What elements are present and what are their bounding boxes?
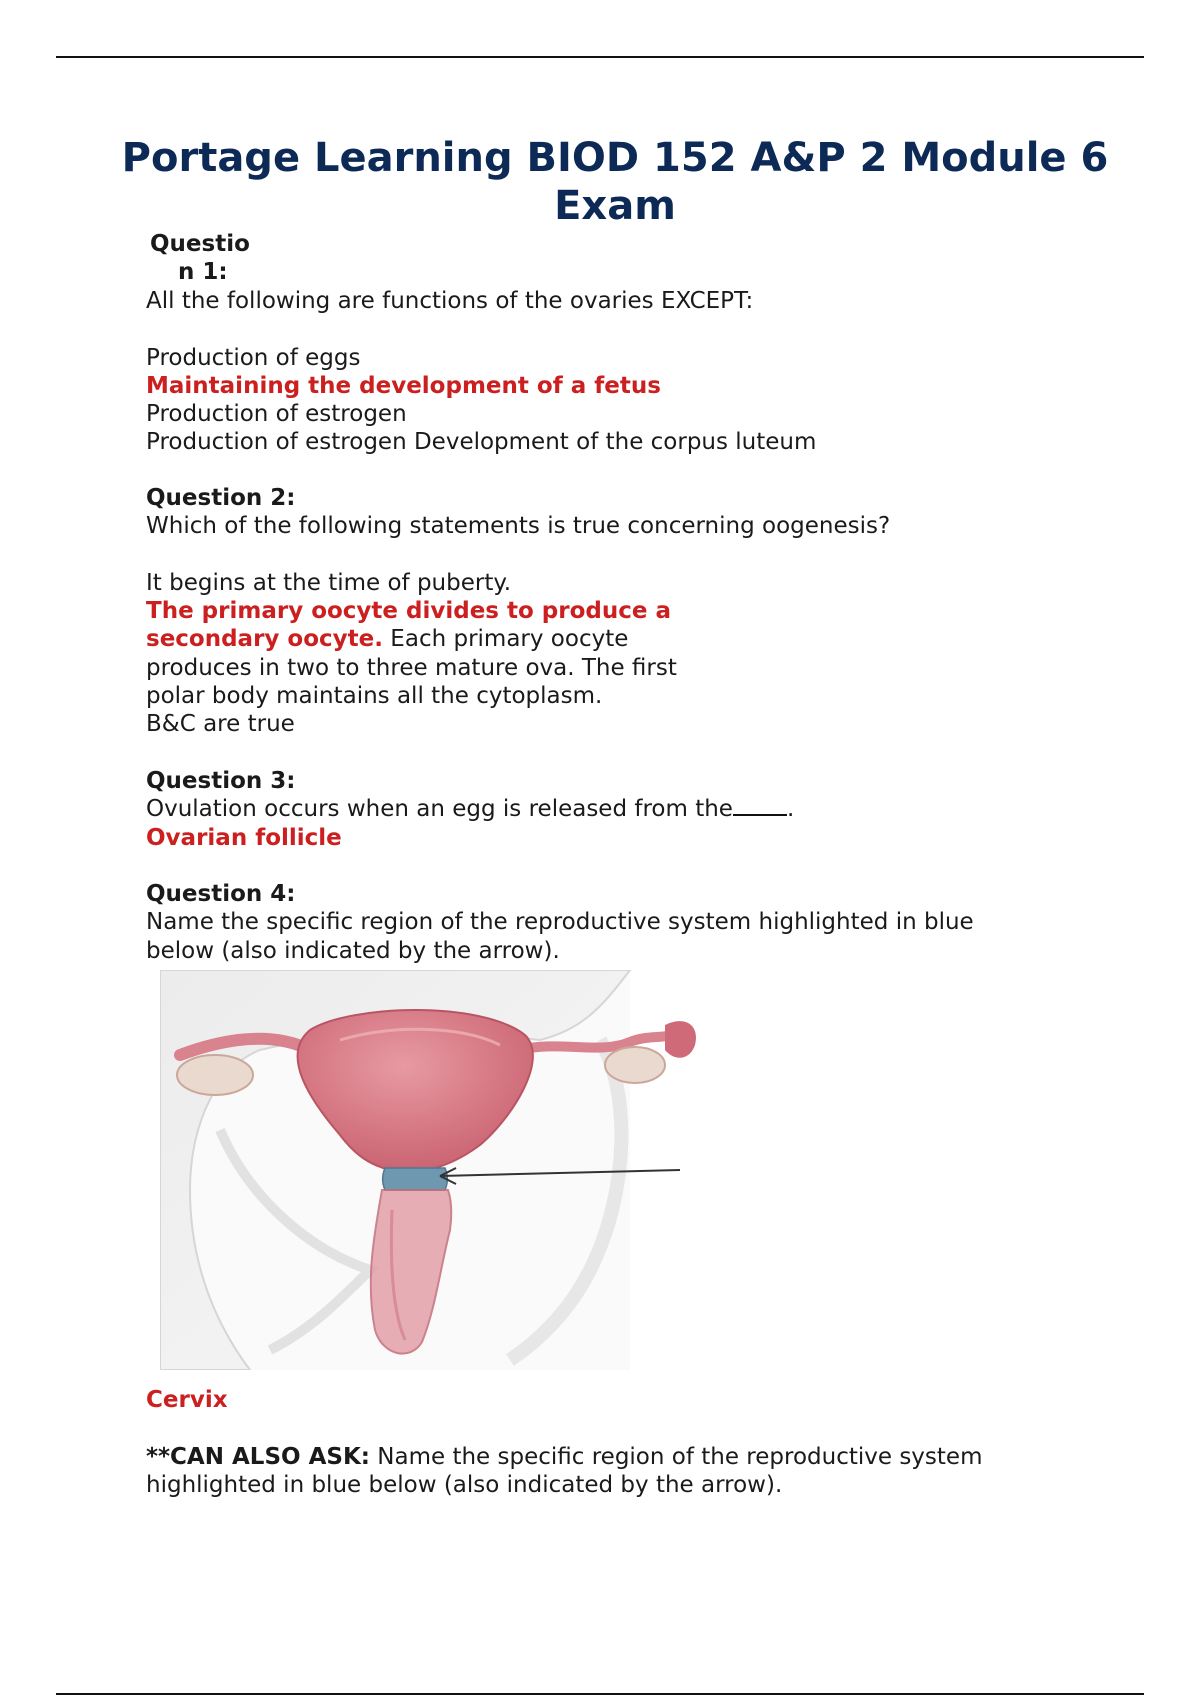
question-3-prompt [146,795,1046,823]
also-ask-line1 [146,1443,1046,1471]
question-4-prompt-line2: below (also indicated by the arrow). [146,937,560,964]
question-3-answer: Ovarian follicle [146,824,342,851]
question-1-label-part2: n 1: [178,259,228,285]
question-3-prompt-text: Ovulation occurs when an egg is released from the [146,796,733,823]
question-4-block [146,880,1046,965]
uterus-illustration [160,970,740,1370]
question-1-option: Production of estrogen [146,401,407,428]
question-4-answer-block [146,1386,1046,1499]
question-2-option-text: produces in two to three mature ova. The first [146,654,677,681]
question-3-block [146,767,1046,852]
question-3-prompt-end: . [786,796,795,823]
question-4-prompt-line1: Name the specific region of the reproductive system highlighted in blue [146,909,974,936]
question-1-option: Production of eggs [146,344,361,371]
question-1-answer: Maintaining the development of a fetus [146,372,661,399]
question-4-label: Question 4: [146,881,296,907]
question-1-prompt: All the following are functions of the ovaries EXCEPT: [146,288,754,314]
question-1-body [146,287,1046,457]
bottom-rule [56,1693,1144,1695]
question-2-option-text: polar body maintains all the cytoplasm. [146,683,603,710]
question-1-label [150,230,270,286]
question-2-answer-line1: The primary oocyte divides to produce a [146,598,672,625]
question-2-label: Question 2: [146,485,296,511]
also-ask-label: **CAN ALSO ASK: [146,1443,370,1470]
question-1-option: Production of estrogen Development of the corpus luteum [146,429,817,456]
question-2-option: It begins at the time of puberty. [146,569,512,596]
page-title: Portage Learning BIOD 152 A&P 2 Module 6 Exam [121,135,1109,229]
question-3-label: Question 3: [146,768,296,794]
question-2-answer-end: secondary oocyte. [146,626,383,653]
question-4-answer: Cervix [146,1387,228,1413]
question-2-block [146,484,1046,739]
question-1-label-part1: Questio [150,231,250,257]
fill-in-blank [733,796,787,816]
also-ask-line2: highlighted in blue below (also indicated by the arrow). [146,1471,783,1498]
question-2-answer-line2 [146,625,1046,653]
question-2-option-text: Each primary oocyte [383,626,629,653]
also-ask-text: Name the specific region of the reproductive system [369,1443,983,1470]
question-2-prompt: Which of the following statements is true concerning oogenesis? [146,513,891,540]
top-rule [56,56,1144,58]
question-2-option: B&C are true [146,711,295,738]
